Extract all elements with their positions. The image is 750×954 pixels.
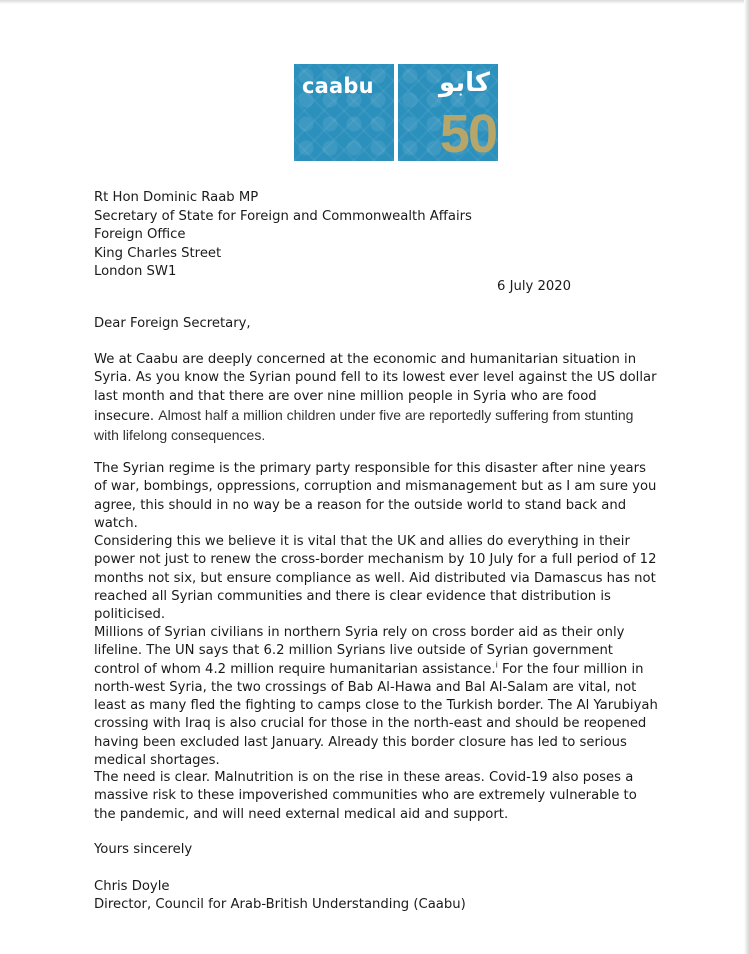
logo-anniversary-number: 50 <box>439 104 496 164</box>
recipient-title: Secretary of State for Foreign and Commonwealth Affairs <box>94 208 472 224</box>
page-edge <box>0 0 750 4</box>
logo-arabic-wordmark: كابو <box>439 68 490 98</box>
recipient-address <box>94 189 472 282</box>
recipient-office: Foreign Office <box>94 227 186 243</box>
closing: Yours sincerely <box>94 842 193 857</box>
recipient-street: King Charles Street <box>94 245 222 261</box>
paragraph-4 <box>94 624 659 770</box>
letter-date: 6 July 2020 <box>497 279 572 294</box>
paragraph-3: Considering this we believe it is vital that the UK and allies do everything in their power not just to renew the cross-border mechanism by 10 July for a full period of 12 months not six, but ensure compliance as well. Aid distributed via Damascus has not reached all Syrian communities and there is clear evidence that distribution is politicised. <box>94 534 657 623</box>
footnote-marker: i <box>495 660 498 670</box>
logo-tile-left <box>294 64 394 161</box>
logo-wordmark: caabu <box>302 74 374 98</box>
signatory-position: Director, Council for Arab-British Understanding (Caabu) <box>94 897 466 912</box>
paragraph-2: The Syrian regime is the primary party responsible for this disaster after nine years of war, bombings, oppressions, corruption and mismanagement but as I am sure you agree, this should in no way be a reason for the outside world to stand back and watch. <box>94 461 657 531</box>
signatory-name: Chris Doyle <box>94 879 170 894</box>
recipient-city: London SW1 <box>94 264 177 280</box>
caabu-logo <box>294 64 498 164</box>
paragraph-1 <box>94 351 659 446</box>
paragraph-5: The need is clear. Malnutrition is on the rise in these areas. Covid-19 also poses a massive risk to these impoverished communities who are extremely vulnerable to the pandemic, and will need external medical aid and support. <box>94 770 637 822</box>
logo-tile-right <box>398 64 498 164</box>
page-edge-shadow <box>744 0 750 954</box>
paragraph-1-highlight: Almost half a million children under five are reportedly suffering from stunting with lifelong consequences. <box>94 406 634 444</box>
paragraph-4-text-continued: For the four million in north-west Syria, the two crossings of Bab Al-Hawa and Bal Al-Salam are vital, not least as many fled the fighting to camps close to the Turkish border. The Al Yarubiyah crossing with Iraq is also crucial for those in the north-east and should be reopened having been excluded last January. Already this border closure has led to serious medical shortages. <box>94 661 658 769</box>
recipient-name: Rt Hon Dominic Raab MP <box>94 190 259 205</box>
paragraph-4-text: Millions of Syrian civilians in northern Syria rely on cross border aid as their only lifeline. The UN says that 6.2 million Syrians live outside of Syrian government control of whom 4.2 million require humanitarian assistance. <box>94 625 625 677</box>
paragraph-1-text: We at Caabu are deeply concerned at the economic and humanitarian situation in Syria. As you know the Syrian pound fell to its lowest ever level against the US dollar last month and that there are over nine million people in Syria who are food insecure. <box>94 352 657 424</box>
salutation: Dear Foreign Secretary, <box>94 316 251 331</box>
